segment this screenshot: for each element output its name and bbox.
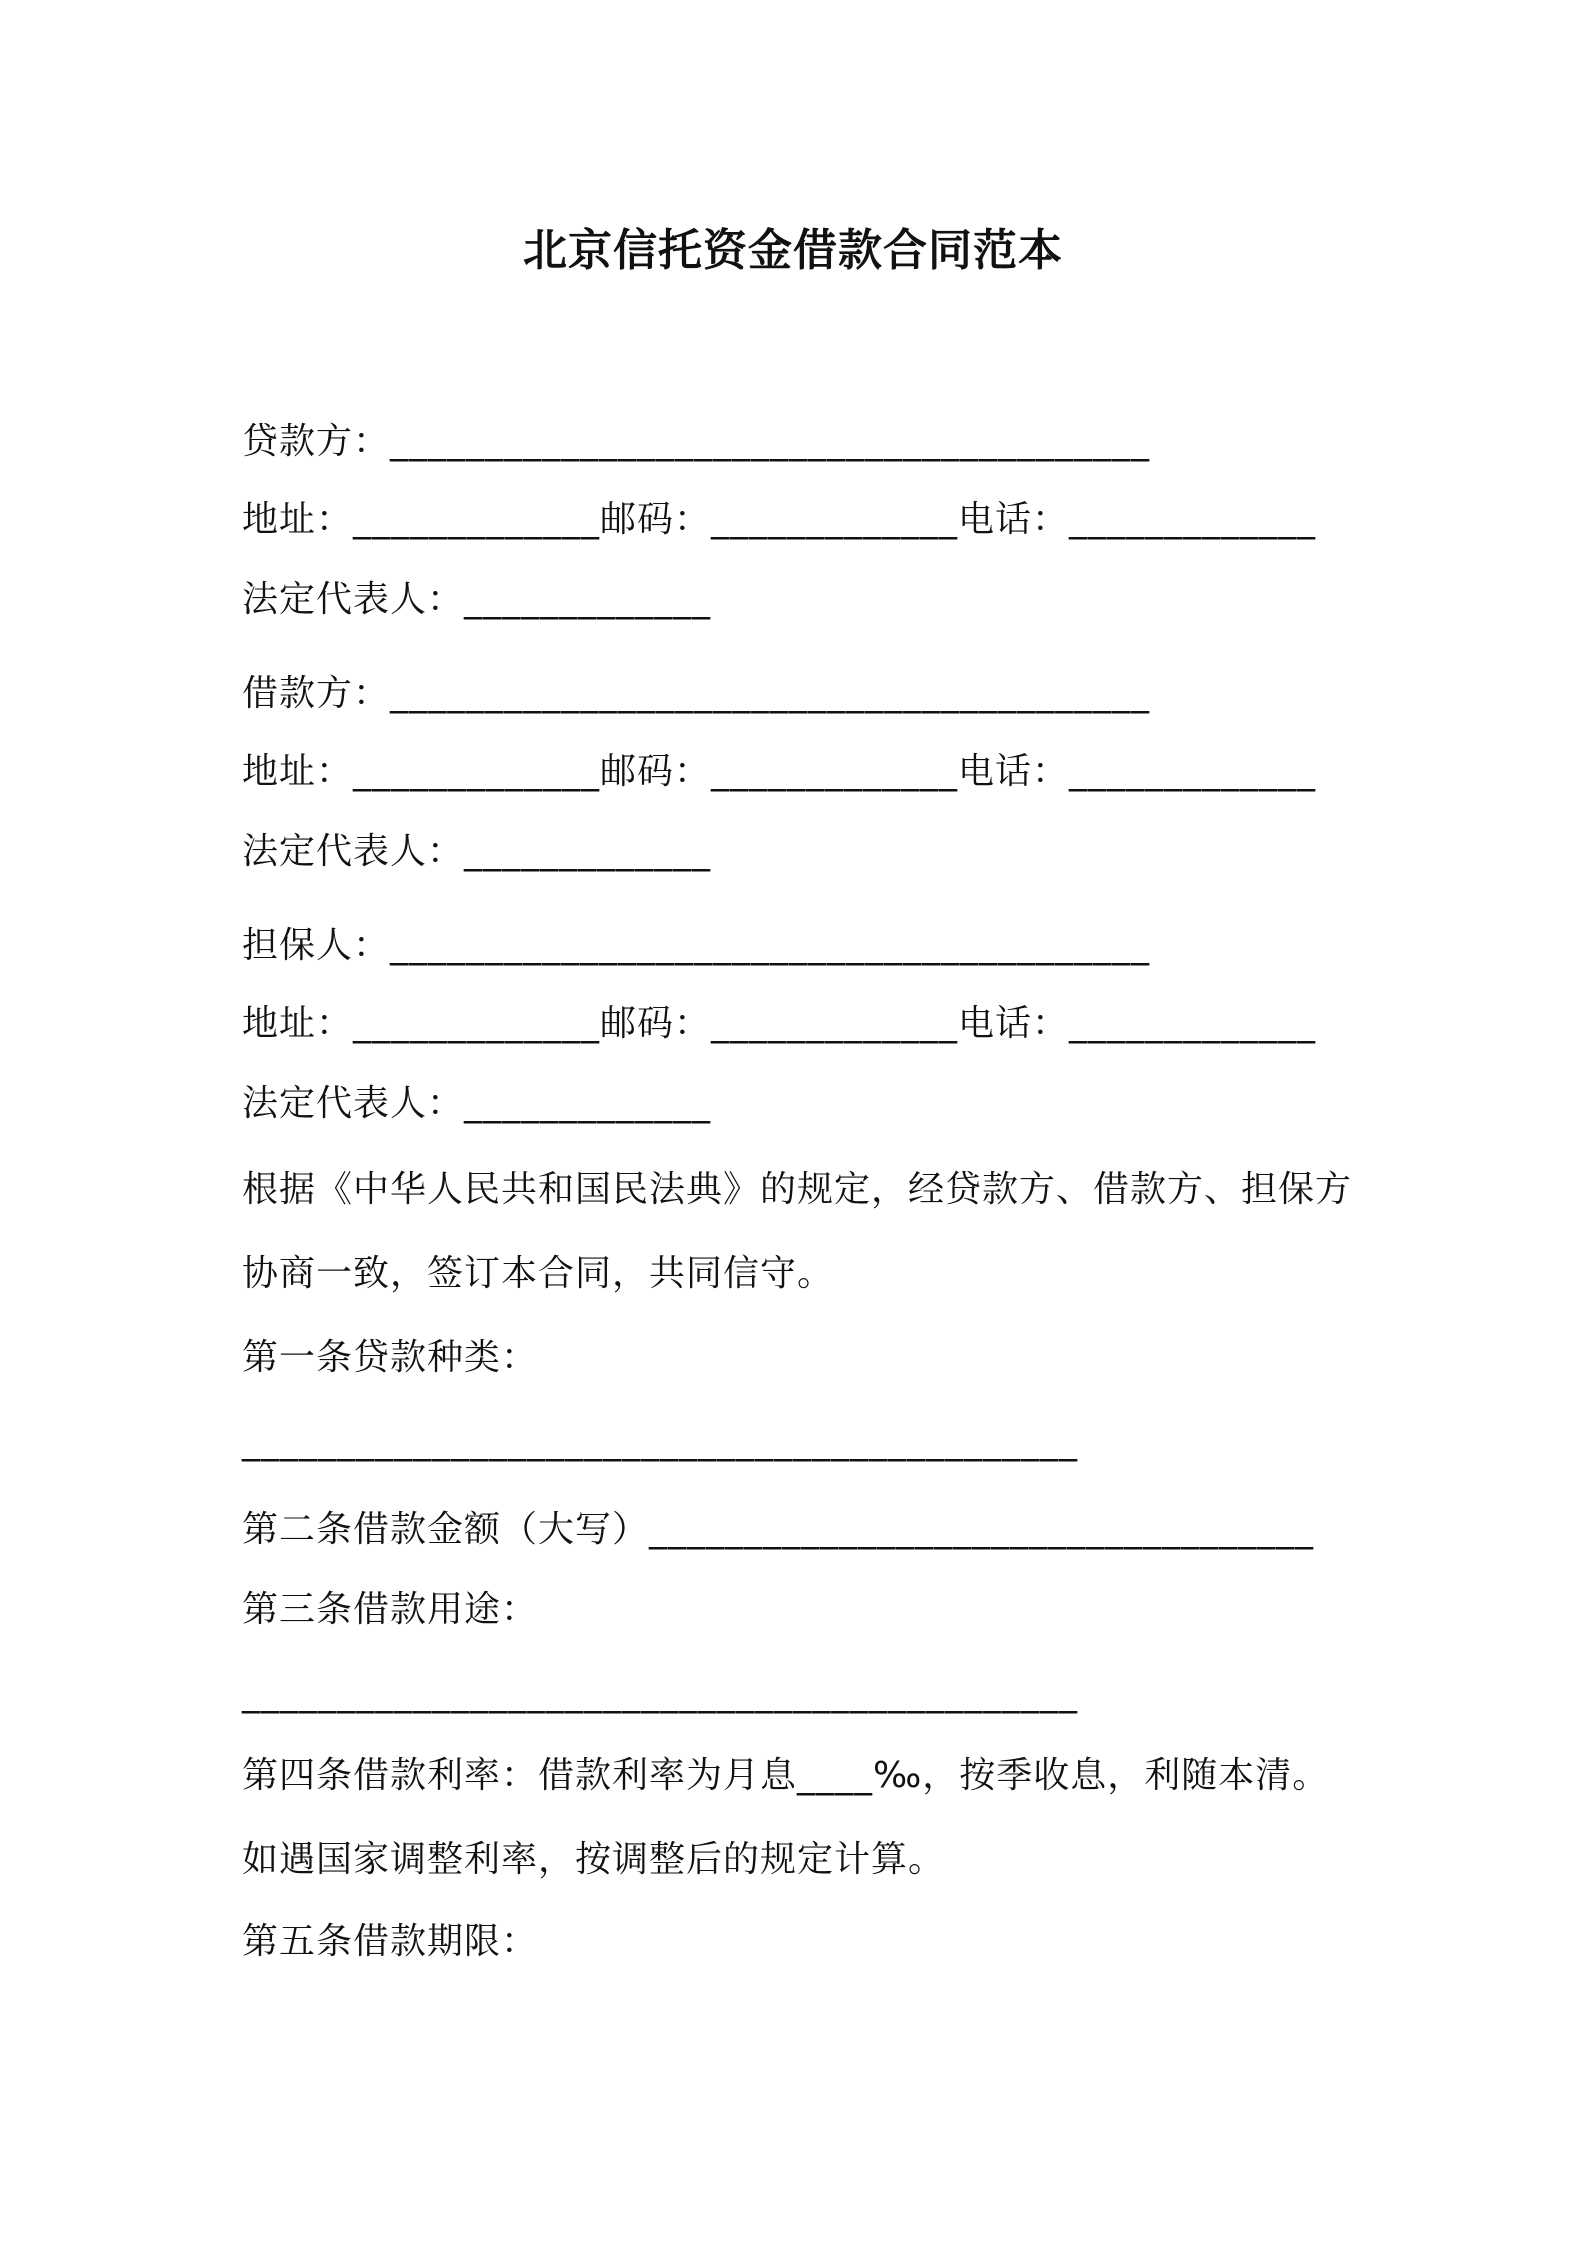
borrower-label: 借款方： — [242, 673, 391, 714]
lender-address-line: 地址：_____________邮码：_____________电话：_____________ — [242, 499, 1317, 540]
borrower-address-line: 地址：_____________邮码：_____________电话：_____________ — [242, 751, 1317, 792]
article-2-line: 第二条借款金额（大写）___________________________________ — [242, 1509, 1315, 1550]
intro-line-1: 根据《中华人民共和国民法典》的规定，经贷款方、借款方、担保方 — [242, 1169, 1353, 1210]
lender-representative-line: 法定代表人：_____________ — [242, 579, 712, 620]
guarantor-line — [242, 922, 1150, 970]
borrower-line — [242, 670, 1150, 718]
article-3-blank: ____________________________________________ — [242, 1673, 1078, 1714]
guarantor-blank: ________________________________________ — [390, 925, 1151, 966]
borrower-blank: ________________________________________ — [390, 673, 1151, 714]
article-1-blank: ____________________________________________ — [242, 1421, 1078, 1462]
guarantor-address-line: 地址：_____________邮码：_____________电话：_____________ — [242, 1003, 1317, 1044]
article-4-line-2: 如遇国家调整利率，按调整后的规定计算。 — [242, 1839, 946, 1880]
lender-label: 贷款方： — [242, 421, 391, 462]
document-title: 北京信托资金借款合同范本 — [523, 225, 1063, 276]
intro-line-2: 协商一致，签订本合同，共同信守。 — [242, 1253, 835, 1294]
lender-line — [242, 418, 1150, 466]
guarantor-label: 担保人： — [242, 925, 391, 966]
borrower-representative-line: 法定代表人：_____________ — [242, 831, 712, 872]
article-5-title: 第五条借款期限： — [242, 1921, 539, 1962]
article-1-title: 第一条贷款种类： — [242, 1337, 539, 1378]
guarantor-representative-line: 法定代表人：_____________ — [242, 1083, 712, 1124]
lender-blank: ________________________________________ — [390, 421, 1151, 462]
article-3-title: 第三条借款用途： — [242, 1589, 539, 1630]
article-4-line-1: 第四条借款利率：借款利率为月息____‰，按季收息，利随本清。 — [242, 1755, 1330, 1796]
